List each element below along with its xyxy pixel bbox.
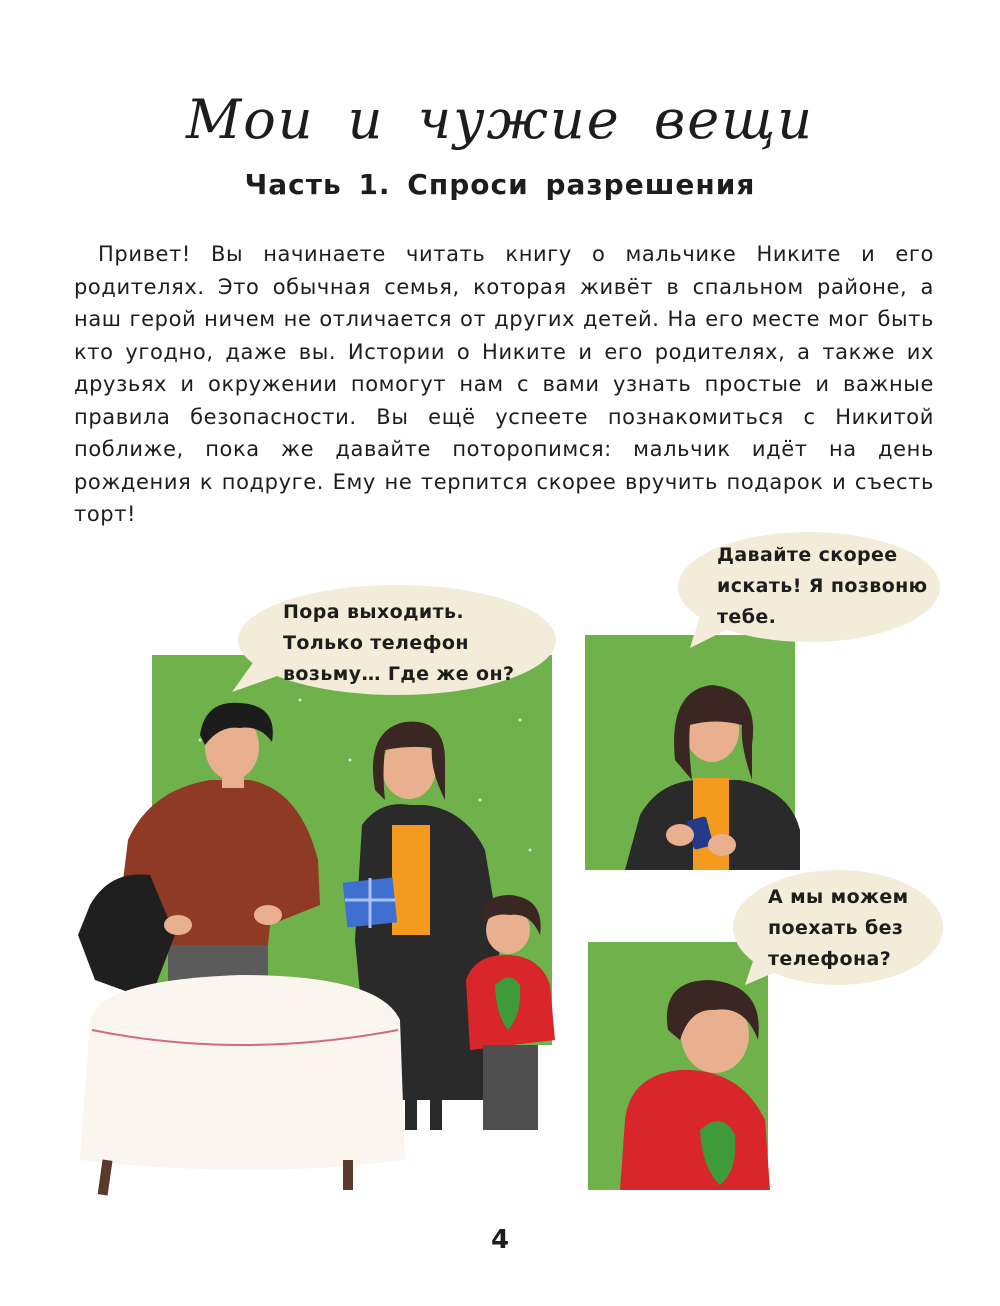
speech-line: возьму… Где же он? [283, 663, 515, 685]
chapter-subtitle: Часть 1. Спроси разрешения [244, 168, 756, 201]
speech-text-boy [768, 882, 909, 975]
page-number: 4 [490, 1225, 510, 1255]
speech-line: тебе. [717, 606, 777, 628]
page-title: Мои и чужие вещи [185, 88, 815, 151]
speech-line: поехать без [768, 917, 904, 939]
speech-line: Только телефон [283, 632, 469, 654]
speech-line: телефона? [768, 948, 892, 970]
intro-paragraph: Привет! Вы начинаете читать книгу о мальчике Никите и его родителях. Это обычная семья, которая живёт в спальном районе, а наш герой ничем не отличается от других детей. На его месте мог быть кто угодно, даже вы. Истории о Никите и его родителях, а также их друзьях и окружении помогут нам с вами узнать простые и важные правила безопасности. Вы ещё успеете познакомиться с Никитой поближе, пока же давайте поторопимся: мальчик идёт на день рождения к подруге. Ему не терпится скорее вручить подарок и съесть торт! [74, 242, 934, 526]
speech-line: А мы можем [768, 886, 909, 908]
speech-line: Пора выходить. [283, 601, 465, 623]
speech-line: искать! Я позвоню [717, 575, 928, 597]
speech-line: Давайте скорее [717, 544, 898, 566]
